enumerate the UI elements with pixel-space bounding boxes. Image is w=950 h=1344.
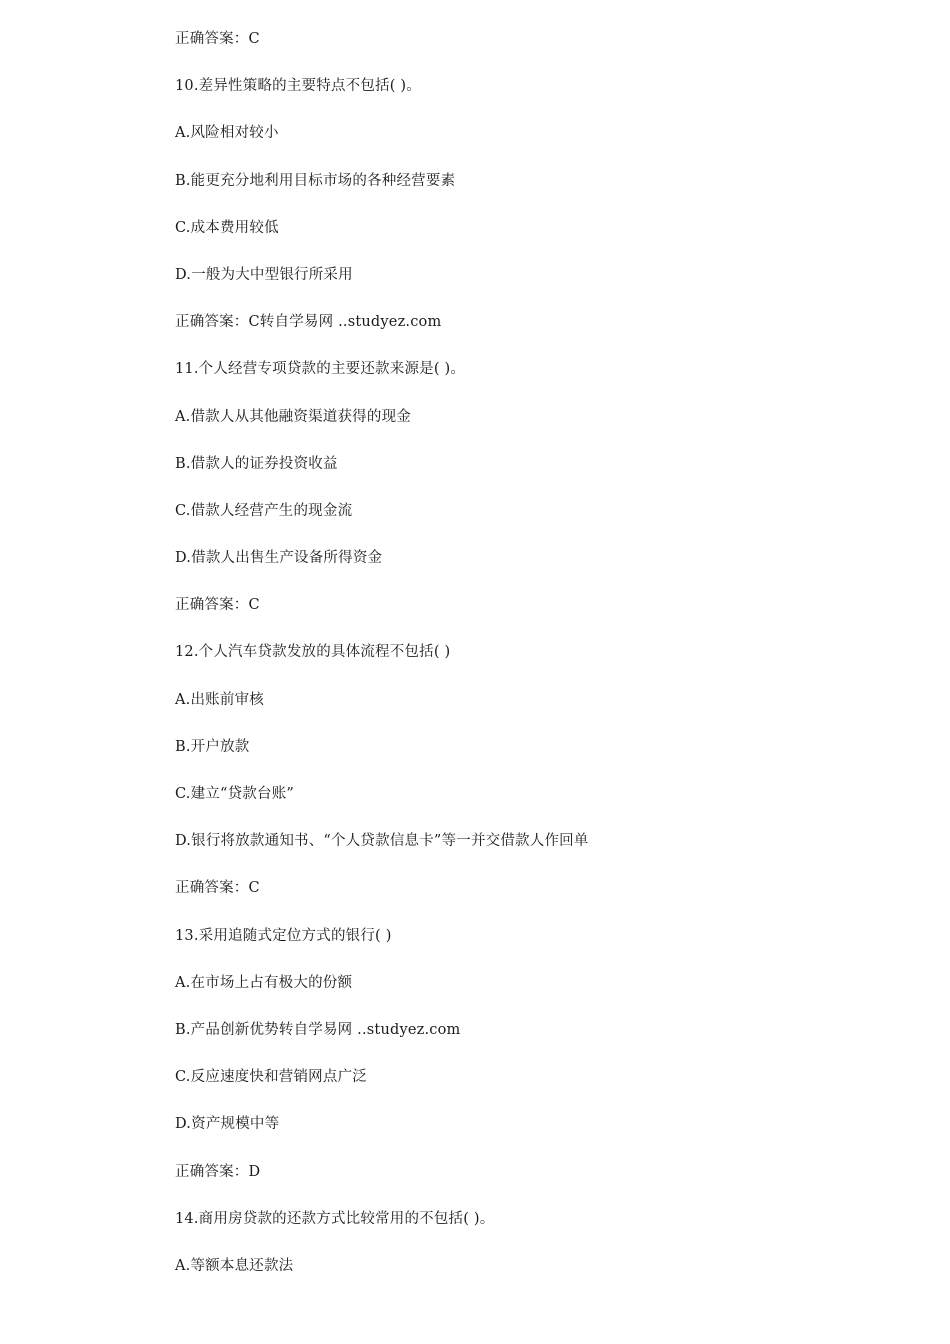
option-b: B.借款人的证券投资收益 [175, 455, 338, 472]
question-10: 10.差异性策略的主要特点不包括( )。 [175, 78, 421, 95]
question-14: 14.商用房贷款的还款方式比较常用的不包括( )。 [175, 1210, 495, 1227]
answer-line: 正确答案：C [175, 880, 260, 897]
question-12: 12.个人汽车贷款发放的具体流程不包括( ) [175, 644, 451, 661]
option-c: C.成本费用较低 [175, 219, 279, 236]
option-b: B.能更充分地利用目标市场的各种经营要素 [175, 172, 456, 189]
answer-line: 正确答案：D [175, 1163, 261, 1180]
option-a: A.风险相对较小 [175, 125, 279, 142]
question-13: 13.采用追随式定位方式的银行( ) [175, 927, 392, 944]
option-a: A.等额本息还款法 [175, 1257, 294, 1274]
option-d: D.银行将放款通知书、“个人贷款信息卡”等一并交借款人作回单 [175, 833, 589, 850]
option-d: D.借款人出售生产设备所得资金 [175, 550, 383, 567]
option-c: C.建立“贷款台账” [175, 786, 295, 802]
option-c: C.反应速度快和营销网点广泛 [175, 1069, 367, 1086]
answer-line: 正确答案：C [175, 31, 260, 47]
option-d: D.一般为大中型银行所采用 [175, 266, 353, 283]
answer-line: 正确答案：C [175, 597, 260, 614]
option-b: B.开户放款 [175, 738, 250, 755]
option-a: A.在市场上占有极大的份额 [175, 974, 353, 991]
option-a: A.出账前审核 [175, 691, 264, 708]
option-b: B.产品创新优势转自学易网 ..studyez.com [175, 1021, 461, 1038]
document-body [175, 27, 895, 1301]
option-a: A.借款人从其他融资渠道获得的现金 [175, 408, 411, 425]
question-11: 11.个人经营专项贷款的主要还款来源是( )。 [175, 361, 466, 378]
option-d: D.资产规模中等 [175, 1116, 280, 1133]
option-c: C.借款人经营产生的现金流 [175, 502, 353, 519]
answer-line: 正确答案：C转自学易网 ..studyez.com [175, 314, 442, 331]
